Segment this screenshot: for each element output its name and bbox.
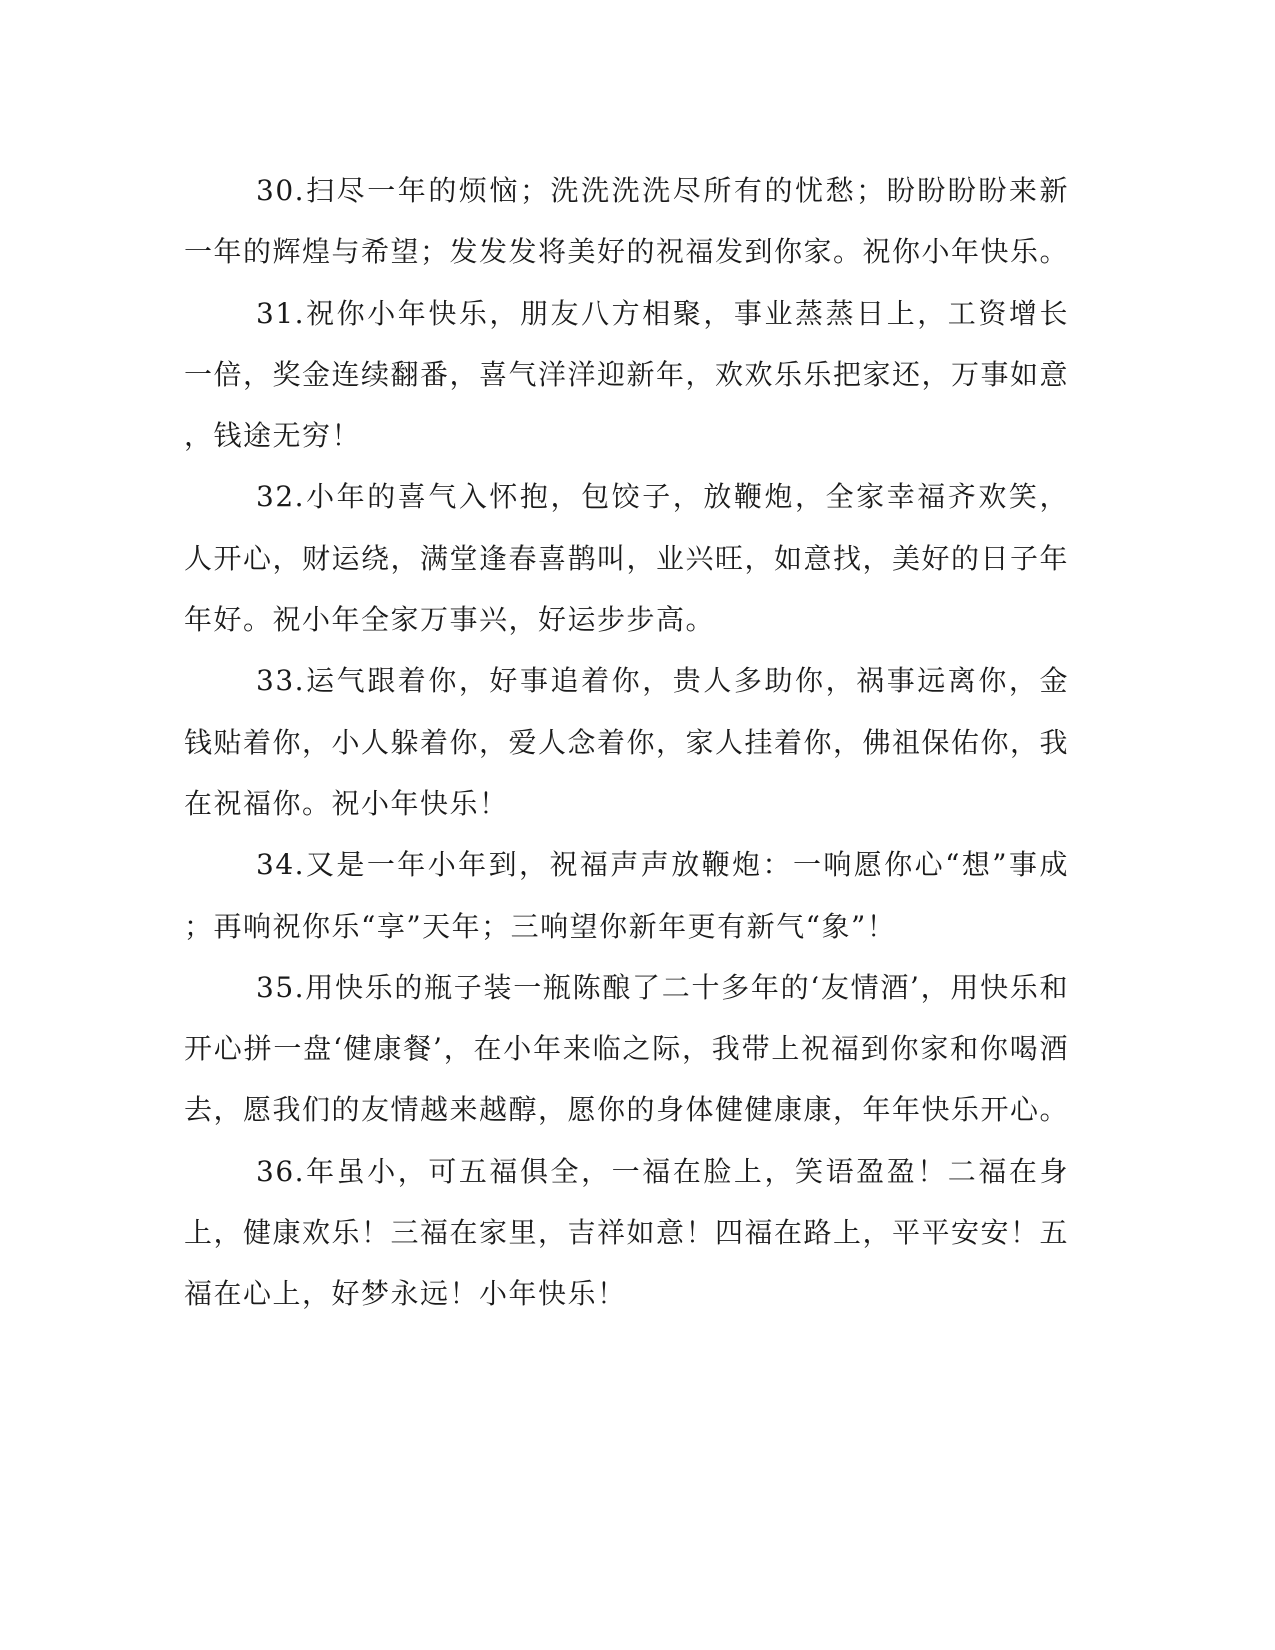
paragraph-33: 33.运气跟着你，好事追着你，贵人多助你，祸事远离你，金钱贴着你，小人躲着你，爱人念着你，家人挂着你，佛祖保佑你，我在祝福你。祝小年快乐！ — [184, 664, 1070, 820]
paragraph-32: 32.小年的喜气入怀抱，包饺子，放鞭炮，全家幸福齐欢笑，人开心，财运绕，满堂逢春喜鹊叫，业兴旺，如意找，美好的日子年年好。祝小年全家万事兴，好运步步高。 — [184, 480, 1070, 637]
paragraph-30: 30.扫尽一年的烦恼；洗洗洗洗尽所有的忧愁；盼盼盼盼来新一年的辉煌与希望；发发发将美好的祝福发到你家。祝你小年快乐。 — [184, 174, 1070, 269]
paragraph-35: 35.用快乐的瓶子装一瓶陈酿了二十多年的‘友情酒’，用快乐和开心拼一盘‘健康餐’，在小年来临之际，我带上祝福到你家和你喝酒去，愿我们的友情越来越醇，愿你的身体健健康康，年年快乐开心。 — [184, 970, 1070, 1127]
paragraph-36: 36.年虽小，可五福俱全，一福在脸上，笑语盈盈！二福在身上，健康欢乐！三福在家里，吉祥如意！四福在路上，平平安安！五福在心上，好梦永远！小年快乐！ — [184, 1154, 1070, 1311]
paragraph-31: 31.祝你小年快乐，朋友八方相聚，事业蒸蒸日上，工资增长一倍，奖金连续翻番，喜气洋洋迎新年，欢欢乐乐把家还，万事如意，钱途无穷！ — [184, 296, 1070, 453]
paragraph-34: 34.又是一年小年到，祝福声声放鞭炮：一响愿你心“想”事成；再响祝你乐“享”天年；三响望你新年更有新气“象”！ — [184, 848, 1069, 943]
document-body — [184, 160, 1069, 1325]
